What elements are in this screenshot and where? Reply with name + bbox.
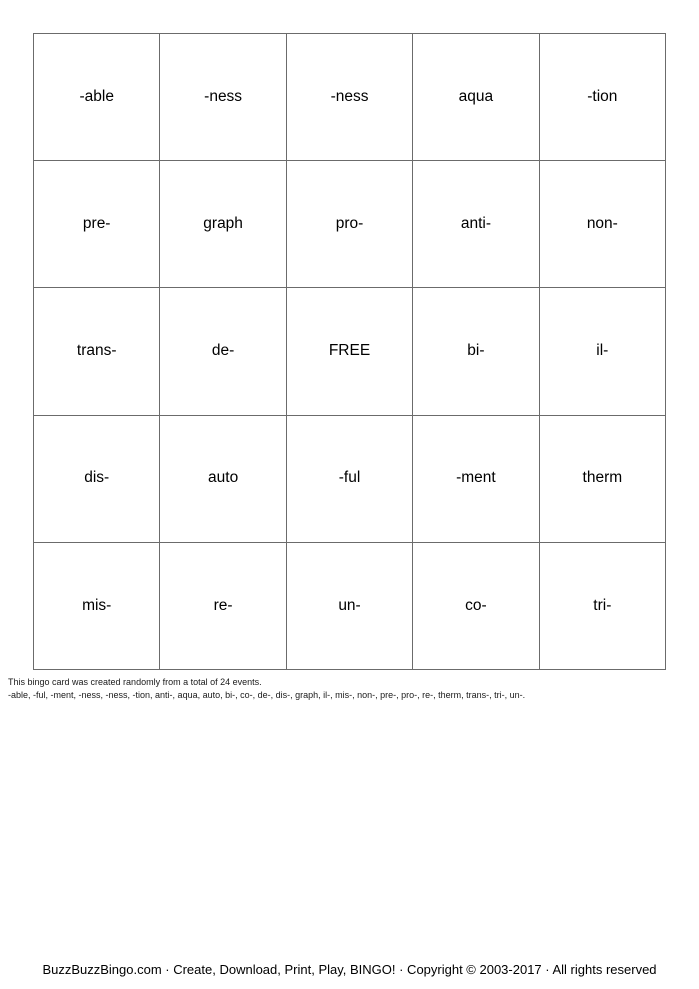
bingo-cell-free[interactable]: FREE bbox=[287, 288, 413, 415]
footer-text: BuzzBuzzBingo.com · Create, Download, Print, Play, BINGO! · Copyright © 2003-2017 · All rights reserved bbox=[42, 962, 657, 977]
bingo-cell[interactable]: -ment bbox=[413, 416, 539, 543]
bingo-cell[interactable]: re- bbox=[160, 543, 286, 670]
bingo-cell[interactable]: -ful bbox=[287, 416, 413, 543]
card-caption bbox=[8, 676, 688, 702]
bingo-cell[interactable]: pre- bbox=[34, 161, 160, 288]
bingo-cell[interactable]: mis- bbox=[34, 543, 160, 670]
bingo-cell[interactable]: therm bbox=[540, 416, 666, 543]
bingo-cell[interactable]: -ness bbox=[160, 34, 286, 161]
caption-line-total: This bingo card was created randomly from a total of 24 events. bbox=[8, 677, 262, 687]
bingo-cell[interactable]: un- bbox=[287, 543, 413, 670]
bingo-cell[interactable]: trans- bbox=[34, 288, 160, 415]
bingo-cell[interactable]: de- bbox=[160, 288, 286, 415]
page-footer bbox=[0, 960, 699, 980]
bingo-row bbox=[34, 543, 666, 670]
bingo-cell[interactable]: non- bbox=[540, 161, 666, 288]
bingo-row bbox=[34, 161, 666, 288]
caption-line-word-list: -able, -ful, -ment, -ness, -ness, -tion, anti-, aqua, auto, bi-, co-, de-, dis-, graph, il-, mis-, non-, pre-, pro-, re-, therm, trans-, tri-, un-. bbox=[8, 690, 526, 700]
bingo-cell[interactable]: pro- bbox=[287, 161, 413, 288]
bingo-row bbox=[34, 34, 666, 161]
bingo-cell[interactable]: -ness bbox=[287, 34, 413, 161]
bingo-card bbox=[33, 33, 666, 670]
bingo-cell[interactable]: tri- bbox=[540, 543, 666, 670]
bingo-cell[interactable]: aqua bbox=[413, 34, 539, 161]
bingo-cell[interactable]: bi- bbox=[413, 288, 539, 415]
bingo-cell[interactable]: -tion bbox=[540, 34, 666, 161]
bingo-cell[interactable]: il- bbox=[540, 288, 666, 415]
bingo-cell[interactable]: anti- bbox=[413, 161, 539, 288]
bingo-cell[interactable]: dis- bbox=[34, 416, 160, 543]
bingo-row bbox=[34, 416, 666, 543]
bingo-cell[interactable]: auto bbox=[160, 416, 286, 543]
bingo-cell[interactable]: co- bbox=[413, 543, 539, 670]
bingo-cell[interactable]: graph bbox=[160, 161, 286, 288]
bingo-cell[interactable]: -able bbox=[34, 34, 160, 161]
bingo-row bbox=[34, 288, 666, 415]
